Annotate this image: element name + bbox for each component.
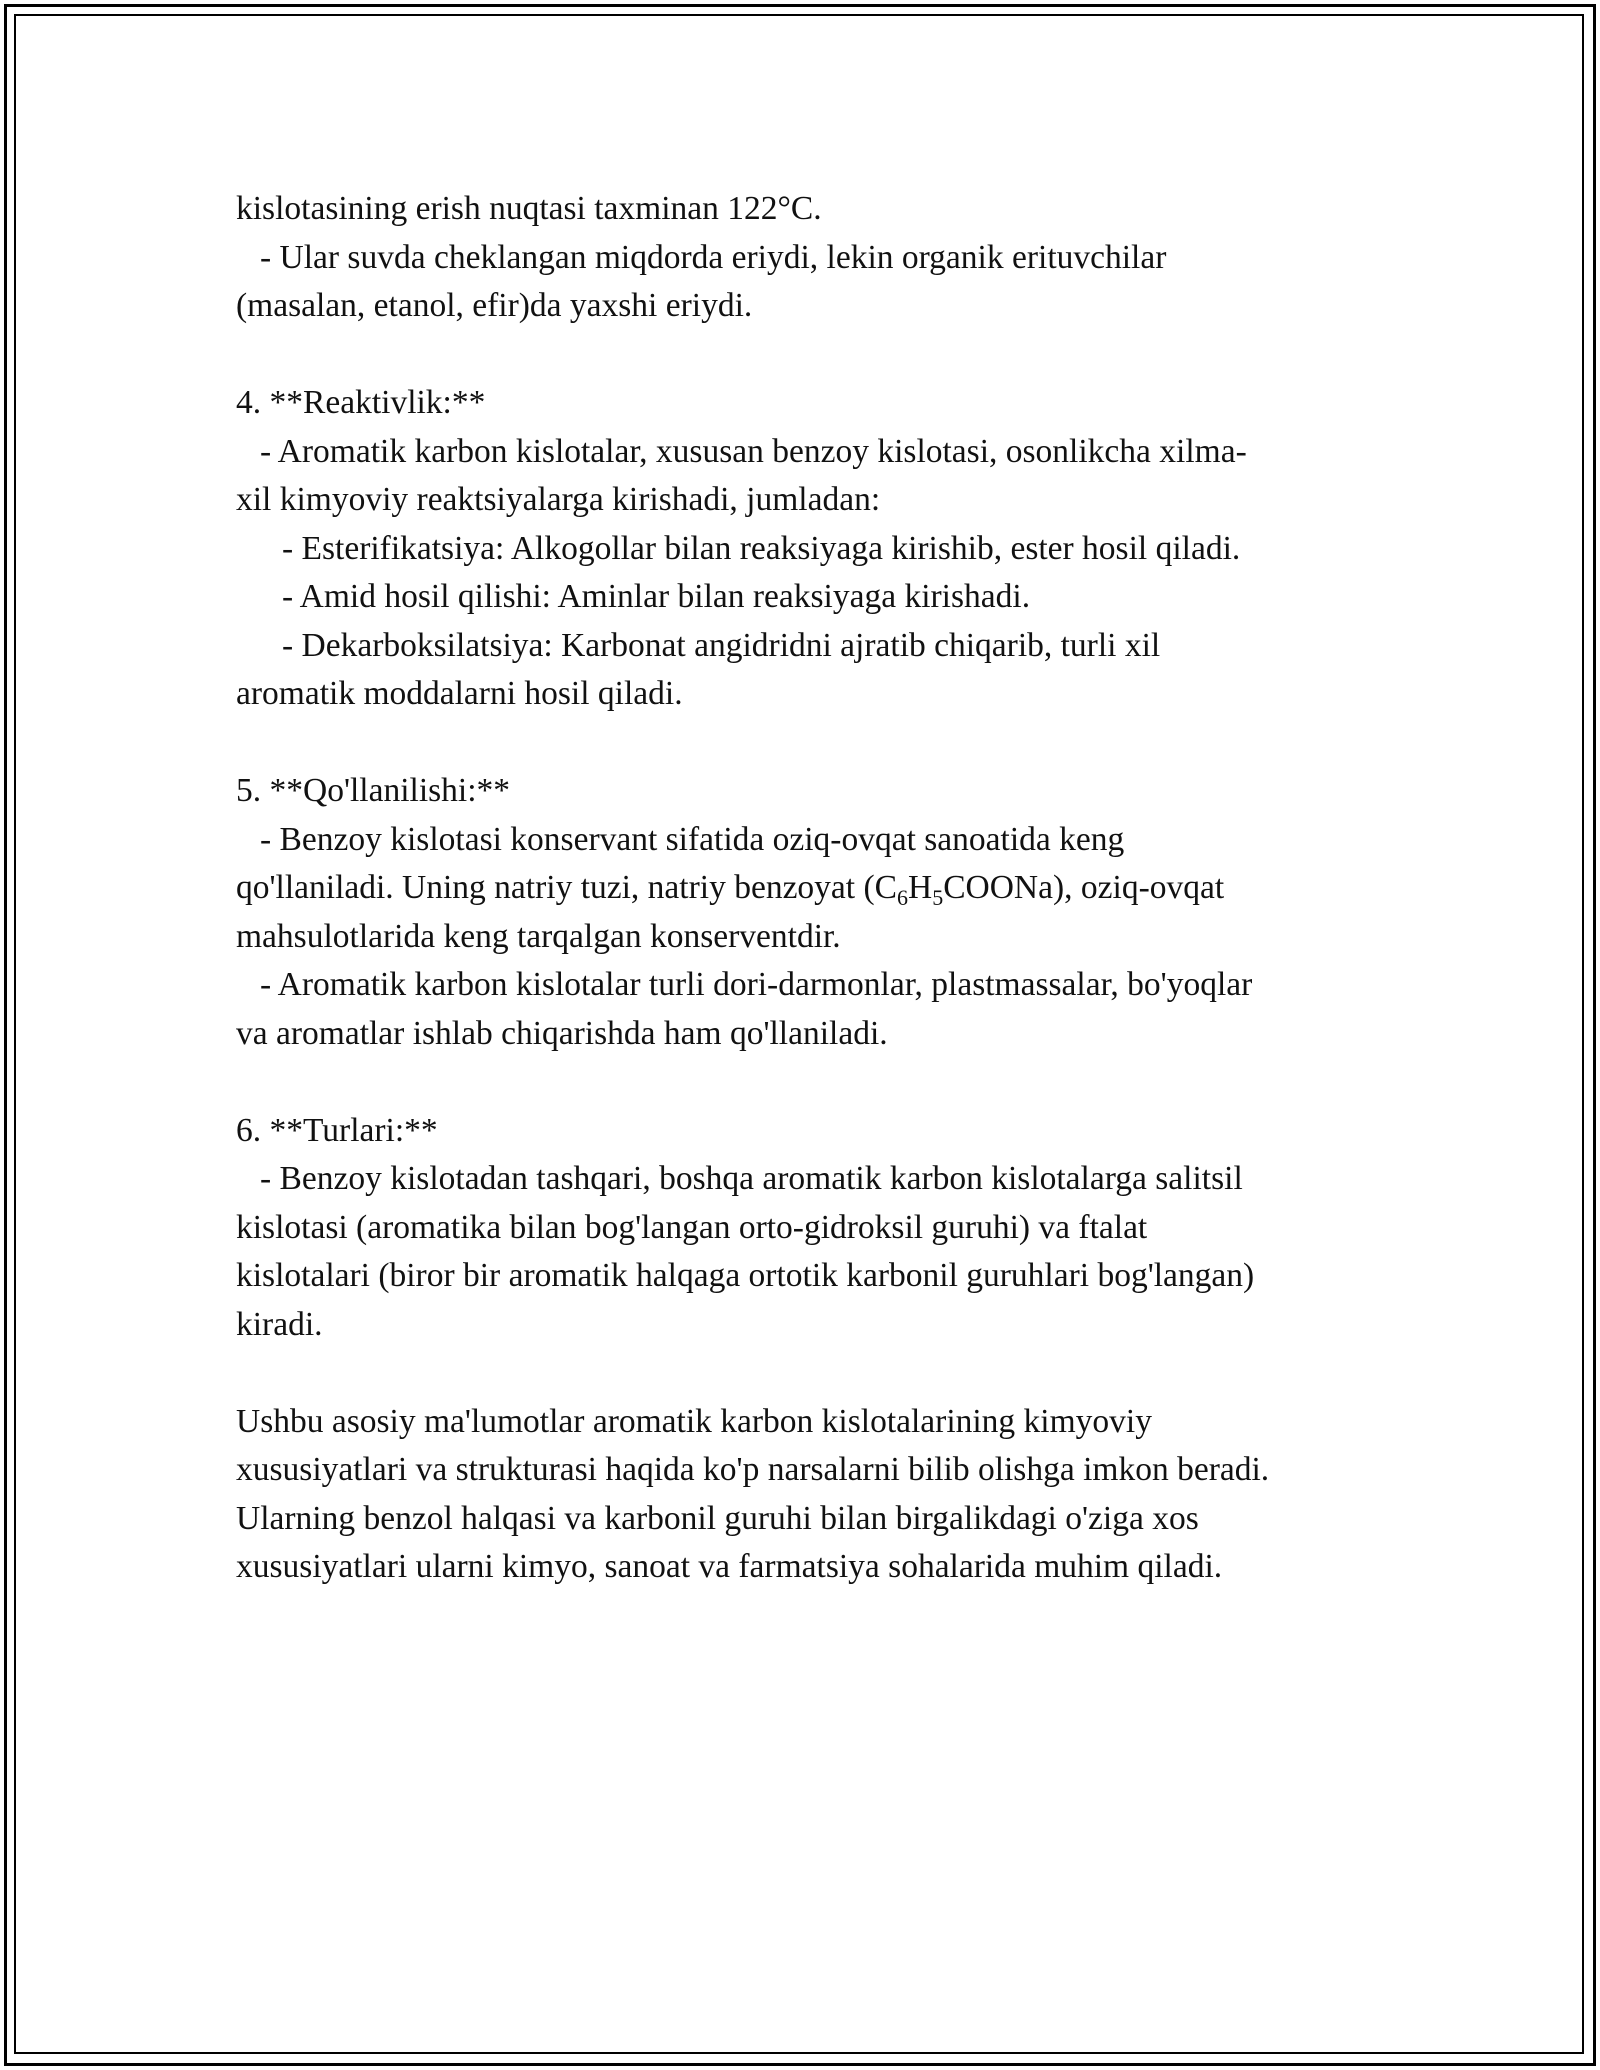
text-line: xususiyatlari va strukturasi haqida ko'p narsalarni bilib olishga imkon beradi. xyxy=(236,1451,1270,1488)
text-line: kiradi. xyxy=(236,1305,323,1343)
text-line: aromatik moddalarni hosil qiladi. xyxy=(236,675,683,712)
subscript: 5 xyxy=(932,885,944,910)
text-line: - Ular suvda cheklangan miqdorda eriydi, lekin organik erituvchilar xyxy=(260,238,1167,276)
text-line-formula xyxy=(236,864,1396,913)
text-line: Ularning benzol halqasi va karbonil guruhi bilan birgalikdagi o'ziga xos xyxy=(236,1499,1199,1537)
subscript: 6 xyxy=(897,885,908,910)
list-item: - Amid hosil qilishi: Aminlar bilan reaksiyaga kirishadi. xyxy=(282,578,1031,615)
paragraph-spacer xyxy=(236,1349,1396,1398)
paragraph-spacer xyxy=(236,719,1396,768)
text-line: - Benzoy kislotasi konservant sifatida oziq-ovqat sanoatida keng xyxy=(260,820,1125,858)
section-heading: 5. **Qo'llanilishi:** xyxy=(236,772,511,809)
intro-paragraph xyxy=(236,185,1396,331)
text-line: va aromatlar ishlab chiqarishda ham qo'llaniladi. xyxy=(236,1014,888,1052)
paragraph-spacer xyxy=(236,331,1396,380)
conclusion-paragraph xyxy=(236,1398,1396,1592)
section-heading: 4. **Reaktivlik:** xyxy=(236,384,486,421)
text-line: xususiyatlari ularni kimyo, sanoat va farmatsiya sohalarida muhim qiladi. xyxy=(236,1548,1223,1585)
text-line: kislotasining erish nuqtasi taxminan 122°C. xyxy=(236,190,822,227)
text-line: kislotasi (aromatika bilan bog'langan orto-gidroksil guruhi) va ftalat xyxy=(236,1208,1148,1246)
text-line: xil kimyoviy reaktsiyalarga kirishadi, jumladan: xyxy=(236,481,881,518)
text-fragment: qo'llaniladi. Uning natriy tuzi, natriy benzoyat (C xyxy=(236,869,897,906)
text-fragment: COONa), oziq-ovqat xyxy=(943,869,1225,906)
text-line: - Aromatik karbon kislotalar, xususan benzoy kislotasi, osonlikcha xilma- xyxy=(260,432,1247,470)
text-line: Ushbu asosiy ma'lumotlar aromatik karbon kislotalarining kimyoviy xyxy=(236,1402,1152,1440)
text-line: mahsulotlarida keng tarqalgan konserventdir. xyxy=(236,917,841,955)
text-line: - Aromatik karbon kislotalar turli dori-darmonlar, plastmassalar, bo'yoqlar xyxy=(260,966,1253,1003)
section-qollanilishi xyxy=(236,767,1396,1058)
section-turlari xyxy=(236,1107,1396,1350)
text-fragment: H xyxy=(908,869,933,906)
list-item: - Dekarboksilatsiya: Karbonat angidridni ajratib chiqarib, turli xil xyxy=(282,626,1161,664)
text-line: - Benzoy kislotadan tashqari, boshqa aromatik karbon kislotalarga salitsil xyxy=(260,1160,1243,1197)
section-reaktivlik xyxy=(236,379,1396,719)
section-heading: 6. **Turlari:** xyxy=(236,1111,438,1149)
list-item: - Esterifikatsiya: Alkogollar bilan reaksiyaga kirishib, ester hosil qiladi. xyxy=(282,529,1241,567)
text-line: kislotalari (biror bir aromatik halqaga ortotik karbonil guruhlari bog'langan) xyxy=(236,1257,1255,1294)
document-body xyxy=(236,185,1396,1592)
paragraph-spacer xyxy=(236,1058,1396,1107)
text-line: (masalan, etanol, efir)da yaxshi eriydi. xyxy=(236,287,753,324)
